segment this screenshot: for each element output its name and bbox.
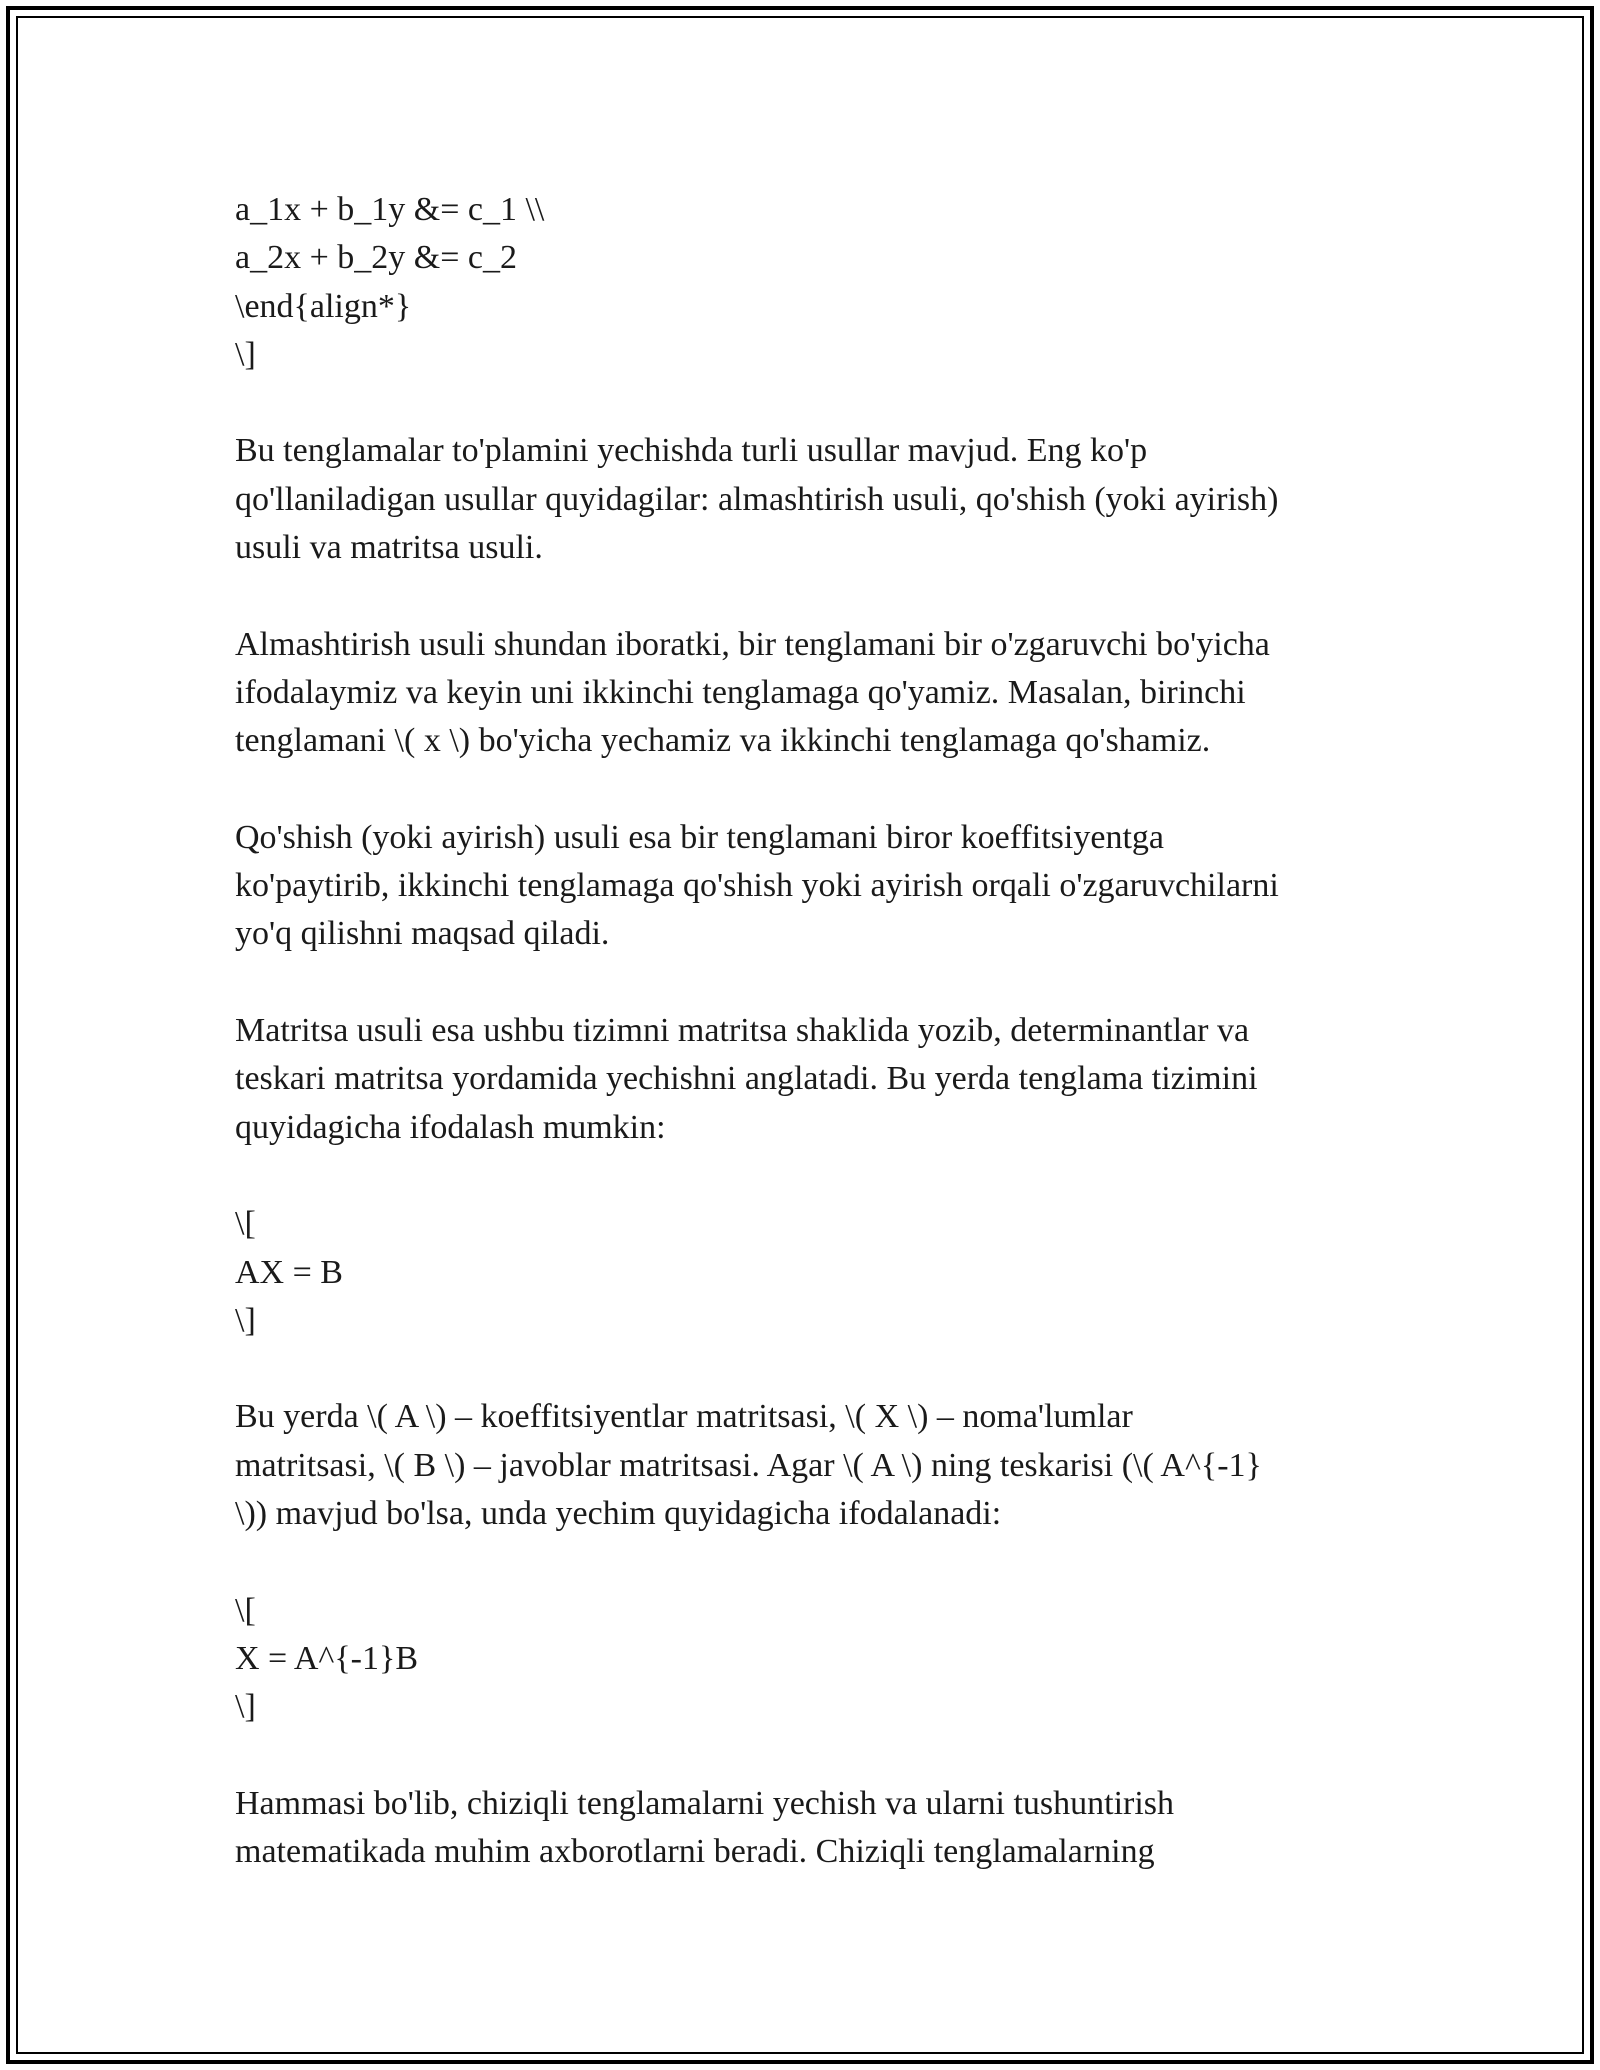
text-line: Hammasi bo'lib, chiziqli tenglamalarni yechish va ularni tushuntirish bbox=[235, 1784, 1175, 1822]
text-line: a_2x + b_2y &= c_2 bbox=[235, 239, 517, 277]
text-line: teskari matritsa yordamida yechishni anglatadi. Bu yerda tenglama tizimini bbox=[235, 1060, 1258, 1098]
text-line: qo'llaniladigan usullar quyidagilar: almashtirish usuli, qo'shish (yoki ayirish) bbox=[235, 480, 1279, 518]
blank-line bbox=[235, 572, 1385, 620]
document-body bbox=[235, 186, 1385, 1876]
text-line: \] bbox=[235, 335, 256, 373]
text-line: X = A^{-1}B bbox=[235, 1639, 418, 1677]
blank-line bbox=[235, 1732, 1385, 1780]
text-line: a_1x + b_1y &= c_1 \\ bbox=[235, 191, 545, 228]
text-line: quyidagicha ifodalash mumkin: bbox=[235, 1108, 666, 1146]
text-line: Almashtirish usuli shundan iboratki, bir tenglamani bir o'zgaruvchi bo'yicha bbox=[235, 625, 1270, 663]
text-line: \] bbox=[235, 1688, 256, 1726]
text-line: ko'paytirib, ikkinchi tenglamaga qo'shish yoki ayirish orqali o'zgaruvchilarni bbox=[235, 867, 1279, 905]
blank-line bbox=[235, 959, 1385, 1007]
text-line: Qo'shish (yoki ayirish) usuli esa bir tenglamani biror koeffitsiyentga bbox=[235, 818, 1164, 856]
text-line: matritsasi, \( B \) – javoblar matritsasi. Agar \( A \) ning teskarisi (\( A^{-1} bbox=[235, 1446, 1262, 1484]
blank-line bbox=[235, 379, 1385, 427]
text-line: \[ bbox=[235, 1205, 256, 1243]
text-line: Matritsa usuli esa ushbu tizimni matritsa shaklida yozib, determinantlar va bbox=[235, 1012, 1250, 1050]
text-line: \[ bbox=[235, 1591, 256, 1629]
blank-line bbox=[235, 1538, 1385, 1586]
text-line: matematikada muhim axborotlarni beradi. Chiziqli tenglamalarning bbox=[235, 1833, 1155, 1871]
blank-line bbox=[235, 1345, 1385, 1393]
text-line: \)) mavjud bo'lsa, unda yechim quyidagicha ifodalanadi: bbox=[235, 1495, 1002, 1533]
blank-line bbox=[235, 1152, 1385, 1200]
text-line: \end{align*} bbox=[235, 287, 412, 325]
text-line: Bu tenglamalar to'plamini yechishda turli usullar mavjud. Eng ko'p bbox=[235, 432, 1148, 470]
text-line: yo'q qilishni maqsad qiladi. bbox=[235, 915, 610, 953]
text-line: tenglamani \( x \) bo'yicha yechamiz va ikkinchi tenglamaga qo'shamiz. bbox=[235, 722, 1211, 760]
text-line: ifodalaymiz va keyin uni ikkinchi tenglamaga qo'yamiz. Masalan, birinchi bbox=[235, 673, 1246, 711]
text-line: \] bbox=[235, 1301, 256, 1339]
text-line: Bu yerda \( A \) – koeffitsiyentlar matritsasi, \( X \) – noma'lumlar bbox=[235, 1398, 1133, 1436]
text-line: AX = B bbox=[235, 1253, 343, 1291]
blank-line bbox=[235, 766, 1385, 814]
text-line: usuli va matritsa usuli. bbox=[235, 529, 543, 567]
